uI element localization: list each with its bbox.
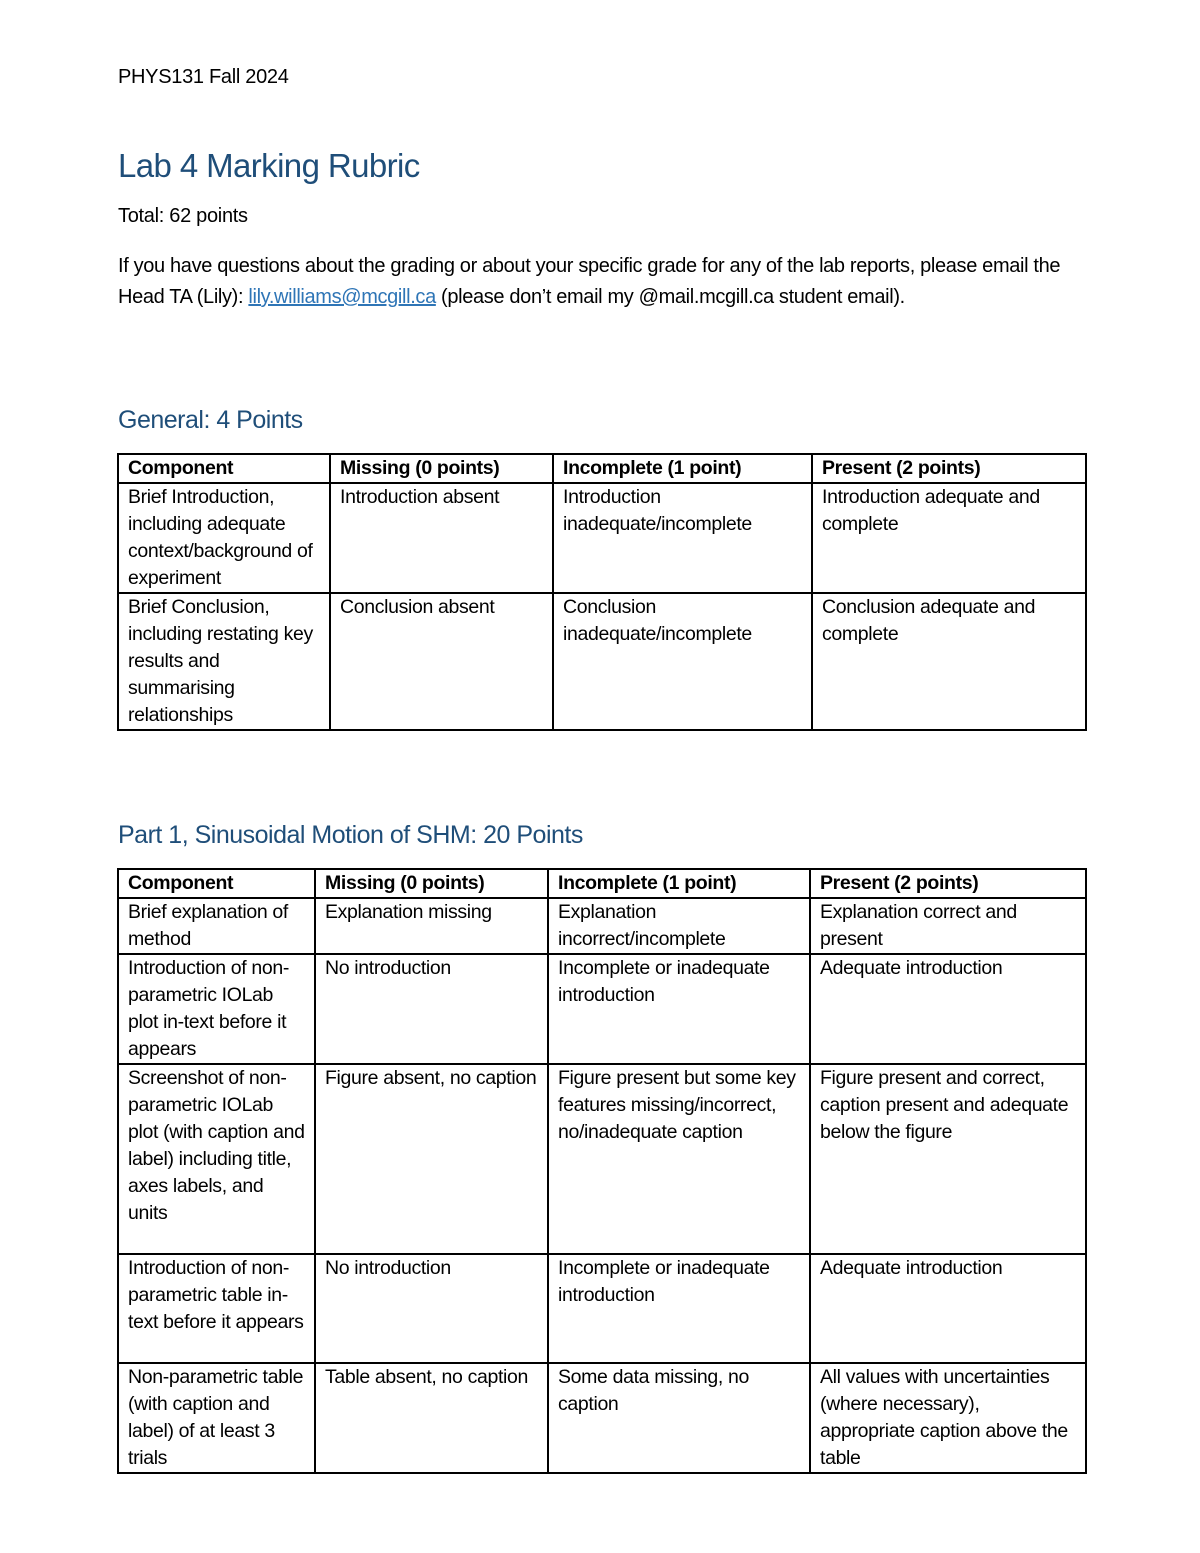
cell-component: Brief Introduction, including adequate context/background of experiment (118, 483, 330, 593)
cell-component: Brief Conclusion, including restating key results and summarising relationships (118, 593, 330, 730)
cell-incomplete: Conclusion inadequate/incomplete (553, 593, 812, 730)
cell-incomplete: Some data missing, no caption (548, 1363, 810, 1473)
contact-text-after: (please don’t email my @mail.mcgill.ca student email). (435, 286, 905, 308)
table-row (118, 1363, 1086, 1473)
cell-present: All values with uncertainties (where necessary), appropriate caption above the table (810, 1363, 1086, 1473)
cell-missing: Table absent, no caption (315, 1363, 548, 1473)
table-row (118, 898, 1086, 954)
cell-component: Screenshot of non-parametric IOLab plot (with caption and label) including title, axes labels, and units (118, 1064, 315, 1254)
header-missing: Missing (0 points) (315, 869, 548, 898)
cell-component: Introduction of non-parametric IOLab plot in-text before it appears (118, 954, 315, 1064)
cell-missing: Explanation missing (315, 898, 548, 954)
table-header-row (118, 454, 1086, 483)
header-component: Component (118, 869, 315, 898)
part1-section-heading: Part 1, Sinusoidal Motion of SHM: 20 Points (118, 821, 583, 849)
header-present: Present (2 points) (810, 869, 1086, 898)
table-row (118, 1064, 1086, 1254)
cell-missing: Conclusion absent (330, 593, 553, 730)
page-header: PHYS131 Fall 2024 (118, 66, 289, 88)
head-ta-email-link[interactable]: lily.williams@mcgill.ca (248, 286, 436, 308)
cell-incomplete: Figure present but some key features missing/incorrect, no/inadequate caption (548, 1064, 810, 1254)
part1-rubric-table (117, 868, 1087, 1474)
cell-present: Introduction adequate and complete (812, 483, 1086, 593)
cell-present: Explanation correct and present (810, 898, 1086, 954)
cell-present: Adequate introduction (810, 954, 1086, 1064)
cell-component: Non-parametric table (with caption and label) of at least 3 trials (118, 1363, 315, 1473)
header-incomplete: Incomplete (1 point) (548, 869, 810, 898)
table-row (118, 954, 1086, 1064)
table-header-row (118, 869, 1086, 898)
cell-component: Introduction of non-parametric table in-text before it appears (118, 1254, 315, 1363)
general-section-heading: General: 4 Points (118, 406, 303, 434)
cell-present: Conclusion adequate and complete (812, 593, 1086, 730)
contact-text-before: If you have questions about the grading or about your specific grade for any of the lab reports, please email the Head TA (Lily): (118, 255, 1061, 308)
cell-present: Figure present and correct, caption present and adequate below the figure (810, 1064, 1086, 1254)
cell-incomplete: Incomplete or inadequate introduction (548, 1254, 810, 1363)
table-row (118, 1254, 1086, 1363)
document-title: Lab 4 Marking Rubric (118, 147, 420, 184)
table-row (118, 593, 1086, 730)
contact-paragraph (118, 251, 1078, 313)
header-component: Component (118, 454, 330, 483)
general-rubric-table (117, 453, 1087, 731)
cell-present: Adequate introduction (810, 1254, 1086, 1363)
cell-missing: Introduction absent (330, 483, 553, 593)
cell-component: Brief explanation of method (118, 898, 315, 954)
cell-missing: No introduction (315, 954, 548, 1064)
cell-missing: Figure absent, no caption (315, 1064, 548, 1254)
total-points: Total: 62 points (118, 205, 248, 227)
cell-incomplete: Introduction inadequate/incomplete (553, 483, 812, 593)
cell-missing: No introduction (315, 1254, 548, 1363)
cell-incomplete: Incomplete or inadequate introduction (548, 954, 810, 1064)
table-row (118, 483, 1086, 593)
header-missing: Missing (0 points) (330, 454, 553, 483)
header-present: Present (2 points) (812, 454, 1086, 483)
header-incomplete: Incomplete (1 point) (553, 454, 812, 483)
cell-incomplete: Explanation incorrect/incomplete (548, 898, 810, 954)
